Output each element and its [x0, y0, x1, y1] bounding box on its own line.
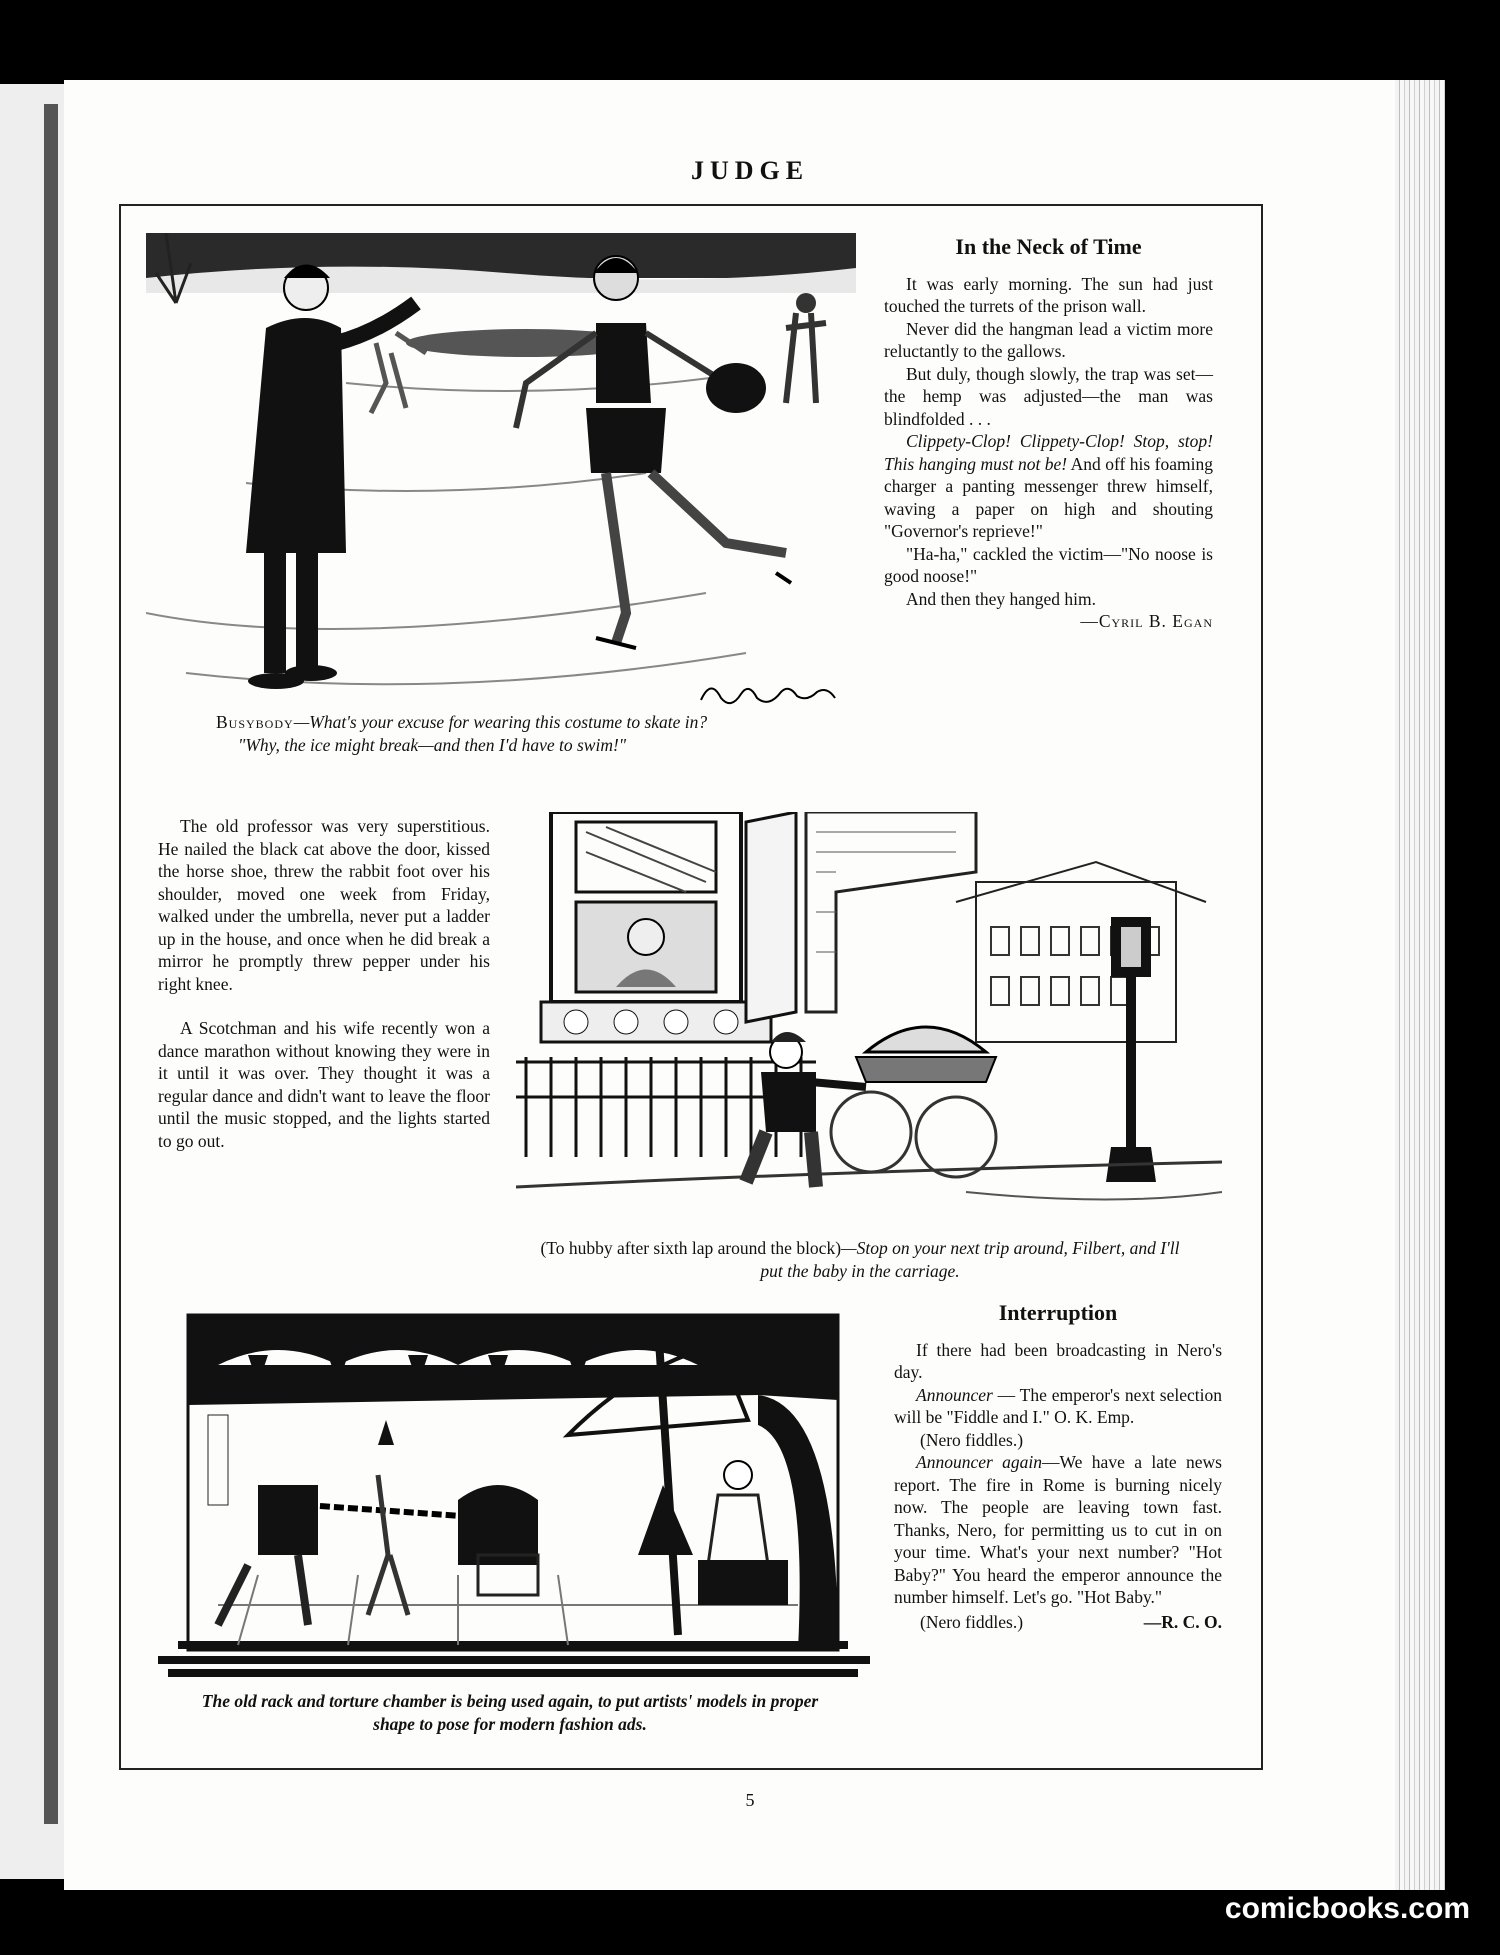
scotchman-joke: A Scotchman and his wife recently won a dance marathon without knowing they were in it until it was over. They thought it was a regular dance and didn't want to leave the floor until the music stopped, and the lights started to go out. — [158, 1018, 490, 1151]
caption-speaker: Busybody — [216, 712, 294, 732]
professor-joke: The old professor was very superstitious. He nailed the black cat above the door, kissed the horse shoe, threw the rabbit foot over his shoulder, moved one week from Friday, walked under the umbrella, never put a ladder up in the house, and once when he did break a mirror he promptly threw pepper under his right knee. — [158, 816, 490, 994]
masthead-title: JUDGE — [690, 156, 810, 185]
neck-rest: And off his foaming charger a panting messenger threw himself, waving a paper on high and shouting "Governor's reprieve!" — [884, 453, 1213, 541]
interruption-announcer — [894, 1384, 1222, 1429]
caption-question: —What's your excuse for wearing this costume to skate in? — [293, 712, 708, 732]
skater-illustration — [146, 233, 866, 713]
site-watermark: comicbooks.com — [1224, 1892, 1470, 1925]
interruption-announcer-again — [894, 1451, 1222, 1609]
caption-answer: "Why, the ice might break—and then I'd have to swim!" — [238, 735, 627, 755]
nero-fiddles-2: (Nero fiddles.) — [920, 1611, 1024, 1632]
carriage-caption — [540, 1237, 1180, 1283]
rack-caption: The old rack and torture chamber is being used again, to put artists' models in proper shape to pose for modern fashion ads. — [201, 1691, 819, 1734]
interruption-byline: —R. C. O. — [1143, 1611, 1222, 1632]
neck-paragraph — [884, 430, 1213, 543]
interruption-title: Interruption — [998, 1300, 1118, 1325]
neck-byline: —Cyril B. Egan — [1080, 611, 1213, 631]
nero-fiddles-1: (Nero fiddles.) — [920, 1429, 1024, 1450]
neck-of-time-title: In the Neck of Time — [955, 234, 1142, 259]
announcer-label: Announcer — [916, 1384, 993, 1405]
neck-paragraph: And then they hanged him. — [906, 588, 1097, 609]
facing-page-edge — [0, 84, 67, 1879]
carriage-caption-italic: —Stop on your next trip around, Filbert, and I'll put the baby in the carriage. — [760, 1238, 1180, 1281]
neck-paragraph: Never did the hangman lead a victim more reluctantly to the gallows. — [884, 318, 1213, 361]
carriage-caption-roman: (To hubby after sixth lap around the block) — [540, 1238, 842, 1258]
binding-shadow — [44, 104, 58, 1824]
announcer-again-label: Announcer again — [916, 1452, 1043, 1472]
artist-signature — [696, 675, 856, 711]
announcer-again-text: —We have a late news report. The fire in Rome is burning nicely now. The people are leaving town fast. Thanks, Nero, for permitting us to cut in on your time. What's your next number? "Hot Baby?" You heard the emperor announce the number himself. Let's go. "Hot Baby." — [894, 1452, 1222, 1607]
neck-italic: Clippety-Clop! Clippety-Clop! Stop, stop! This hanging must not be! — [884, 431, 1213, 474]
interruption-column — [894, 1302, 1222, 1633]
neck-paragraph: But duly, though slowly, the trap was set—the hemp was adjusted—the man was blindfolded . . . — [884, 363, 1213, 429]
page-number: 5 — [745, 1790, 755, 1810]
carriage-illustration — [516, 812, 1222, 1232]
jokes-column — [158, 815, 490, 1152]
rack-illustration — [158, 1305, 870, 1680]
skater-caption — [216, 711, 836, 757]
neck-paragraph: It was early morning. The sun had just touched the turrets of the prison wall. — [884, 273, 1213, 316]
page-stack-edge — [1395, 80, 1445, 1890]
neck-of-time-column — [884, 236, 1213, 633]
interruption-intro: If there had been broadcasting in Nero's day. — [894, 1339, 1222, 1382]
announcer-text: — The emperor's next selection will be "Fiddle and I." O. K. Emp. — [894, 1384, 1222, 1427]
neck-paragraph: "Ha-ha," cackled the victim—"No noose is good noose!" — [884, 543, 1213, 586]
